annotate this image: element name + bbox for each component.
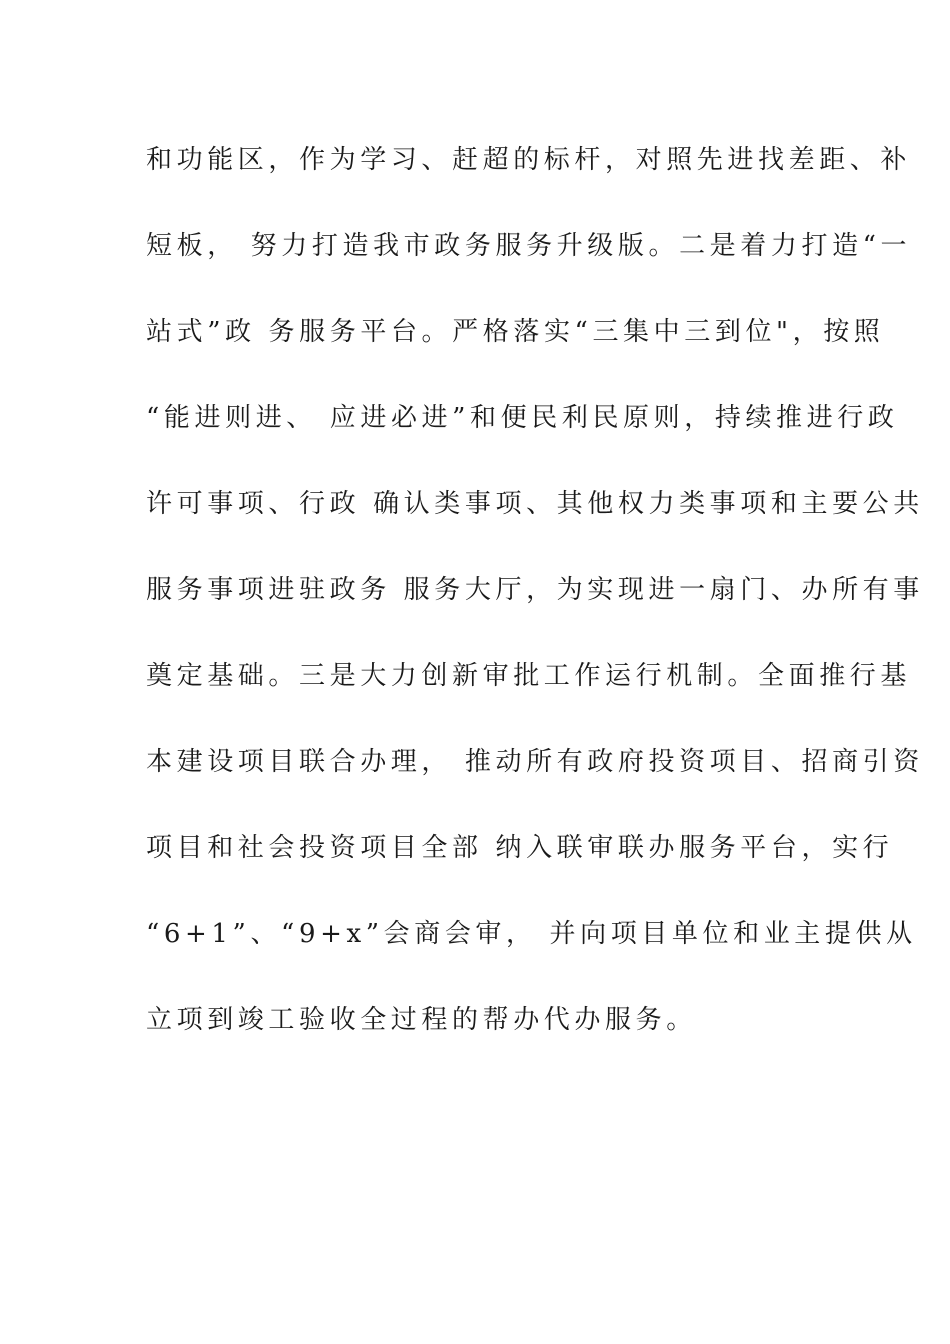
text-line: 短板， 努力打造我市政务服务升级版。二是着力打造“一: [146, 231, 912, 261]
text-line: 本建设项目联合办理， 推动所有政府投资项目、招商引资: [146, 747, 924, 777]
text-line: “能进则进、 应进必进”和便民利民原则，持续推进行政: [146, 403, 899, 433]
text-line: 奠定基础。三是大力创新审批工作运行机制。全面推行基: [146, 661, 912, 691]
text-line: 许可事项、行政 确认类事项、其他权力类事项和主要公共: [146, 489, 924, 519]
text-line: 项目和社会投资项目全部 纳入联审联办服务平台，实行: [146, 833, 894, 863]
text-line: 服务事项进驻政务 服务大厅，为实现进一扇门、办所有事: [146, 575, 924, 605]
body-text: [146, 138, 924, 1084]
text-line: 立项到竣工验收全过程的帮办代办服务。: [146, 1005, 697, 1035]
text-line: 站式”政 务服务平台。严格落实“三集中三到位"，按照: [146, 317, 885, 347]
text-line: “6+1”、“9+x”会商会审， 并向项目单位和业主提供从: [146, 919, 917, 949]
text-line: 和功能区，作为学习、赶超的标杆，对照先进找差距、补: [146, 145, 912, 175]
